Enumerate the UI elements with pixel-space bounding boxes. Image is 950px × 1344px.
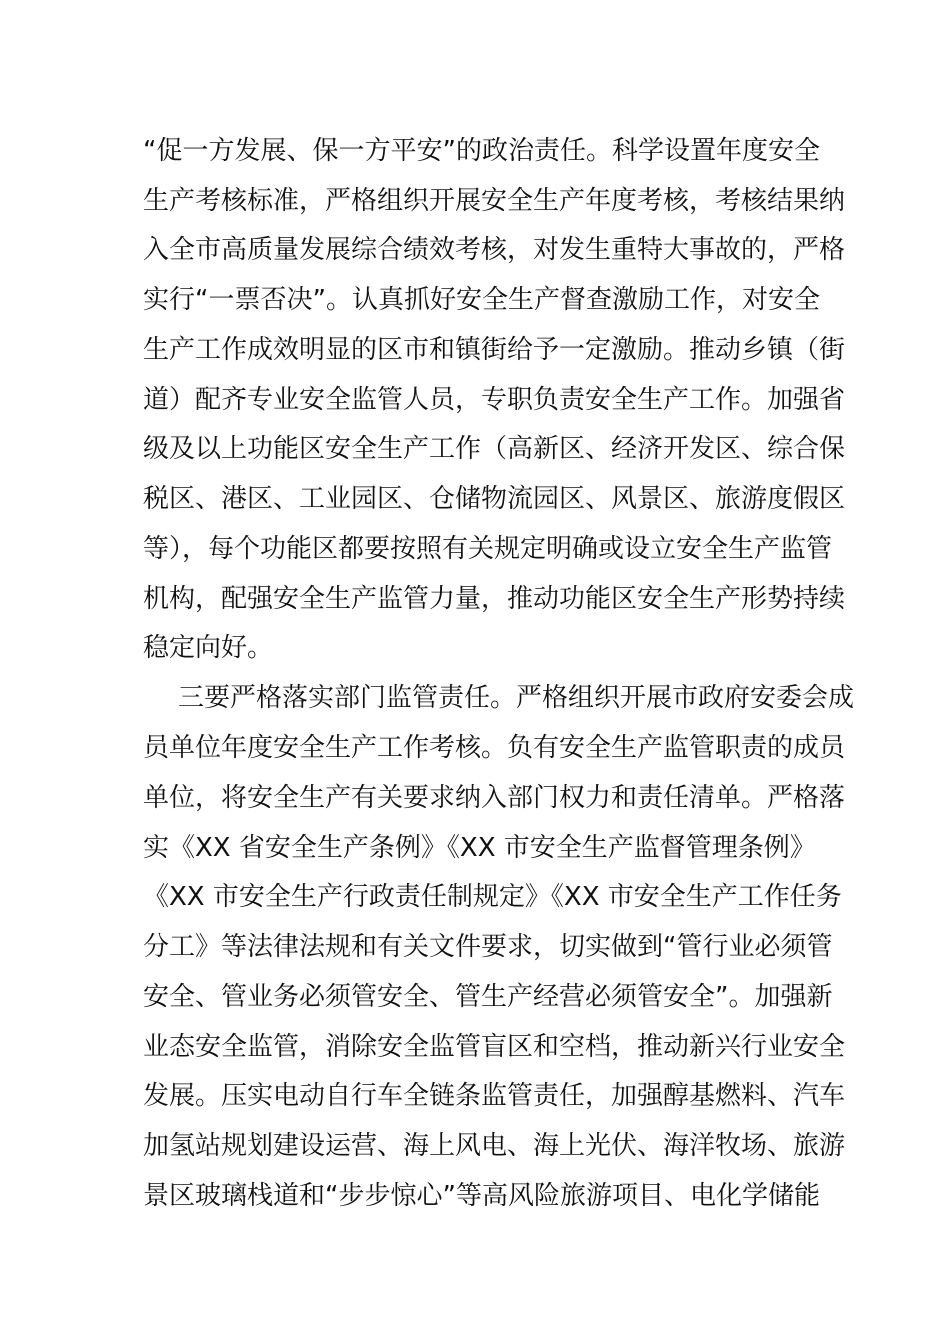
text-line: 安全、管业务必须管安全、管生产经营必须管安全”。加强新 xyxy=(143,982,833,1012)
text-line: 级及以上功能区安全生产工作（高新区、经济开发区、综合保 xyxy=(143,434,846,464)
text-line: 《XX 市安全生产行政责任制规定》《XX 市安全生产工作任务 xyxy=(143,882,842,912)
paragraph-first-line: 三要严格落实部门监管责任。严格组织开展市政府安委会成 xyxy=(178,683,855,713)
text-line: 等），每个功能区都要按照有关规定明确或设立安全生产监管 xyxy=(143,534,833,564)
text-line: 景区玻璃栈道和“步步惊心”等高风险旅游项目、电化学储能 xyxy=(143,1181,820,1211)
text-line: 加氢站规划建设运营、海上风电、海上光伏、海洋牧场、旅游 xyxy=(143,1131,846,1161)
text-line: 生产工作成效明显的区市和镇街给予一定激励。推动乡镇（街 xyxy=(143,335,846,365)
text-line: 道）配齐专业安全监管人员，专职负责安全生产工作。加强省 xyxy=(143,385,846,415)
paragraph-end-line: 稳定向好。 xyxy=(143,633,274,663)
text-line: 分工》等法律法规和有关文件要求，切实做到“管行业必须管 xyxy=(143,932,833,962)
text-line: 实行“一票否决”。认真抓好安全生产督查激励工作，对安全 xyxy=(143,285,820,315)
text-line: 实《XX 省安全生产条例》《XX 市安全生产监督管理条例》 xyxy=(143,833,816,863)
text-line: 单位，将安全生产有关要求纳入部门权力和责任清单。严格落 xyxy=(143,783,846,813)
text-line: 发展。压实电动自行车全链条监管责任，加强醇基燃料、汽车 xyxy=(143,1081,846,1111)
text-line: 机构，配强安全生产监管力量，推动功能区安全生产形势持续 xyxy=(143,584,846,614)
text-line: 税区、港区、工业园区、仓储物流园区、风景区、旅游度假区 xyxy=(143,484,846,514)
text-line: 生产考核标准，严格组织开展安全生产年度考核，考核结果纳 xyxy=(143,186,846,216)
text-line: 入全市高质量发展综合绩效考核，对发生重特大事故的，严格 xyxy=(143,235,846,265)
text-line: 员单位年度安全生产工作考核。负有安全生产监管职责的成员 xyxy=(143,733,846,763)
text-line: “促一方发展、保一方平安”的政治责任。科学设置年度安全 xyxy=(143,136,820,166)
text-line: 业态安全监管，消除安全监管盲区和空档，推动新兴行业安全 xyxy=(143,1032,846,1062)
